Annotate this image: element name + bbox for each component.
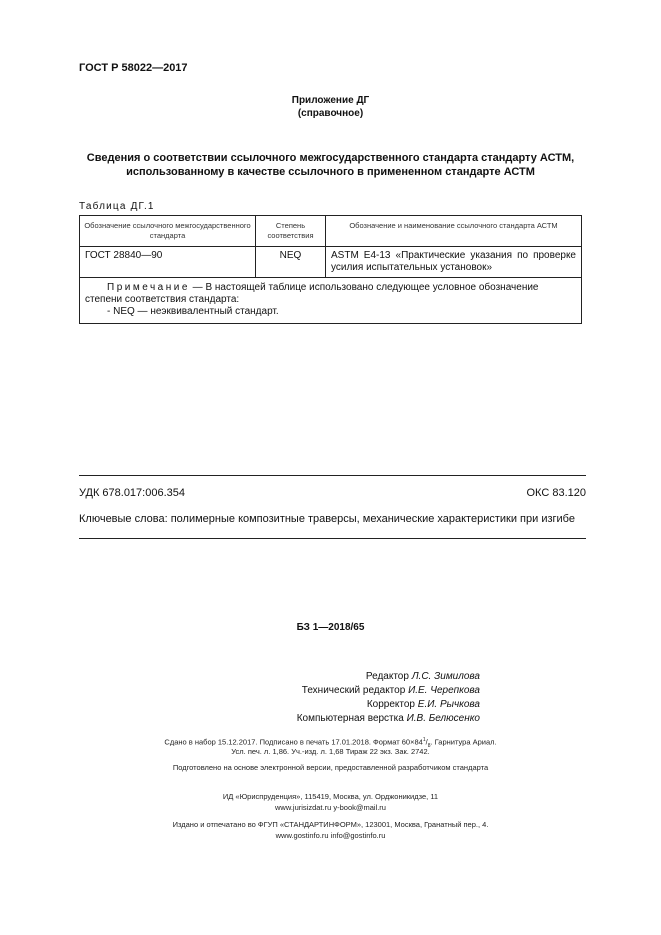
header-cell: Обозначение и наименование ссылочного стандарта АСТМ [326, 216, 582, 247]
credit-corrector: Корректор Е.И. Рычкова [366, 699, 480, 710]
publisher-2: Издано и отпечатано во ФГУП «СТАНДАРТИНФОРМ», 123001, Москва, Гранатный пер., 4. [172, 820, 489, 829]
document-code: ГОСТ Р 58022—2017 [79, 62, 188, 74]
divider-top [79, 475, 586, 476]
publisher-1-web: www.jurisizdat.ru y-book@mail.ru [275, 803, 386, 812]
print-info-1: Сдано в набор 15.12.2017. Подписано в печать 17.01.2018. Формат $60\times 84^1/_8$. Гарнитура Ариал. [164, 737, 497, 749]
credit-editor: Редактор Л.С. Зимилова [365, 671, 480, 682]
annex-type: (справочное) [297, 108, 364, 119]
table-note-row [80, 278, 582, 324]
note-lead: Примечание [107, 282, 190, 293]
annex-title: Приложение ДГ [291, 95, 370, 106]
publisher-1: ИД «Юриспруденция», 115419, Москва, ул. Орджоникидзе, 11 [222, 792, 439, 801]
oks-code: ОКС 83.120 [526, 487, 586, 499]
table-row [80, 247, 582, 278]
divider-bottom [79, 538, 586, 539]
keywords: Ключевые слова: полимерные композитные траверсы, механические характеристики при изгибе [79, 513, 575, 525]
table-cell-standard: ГОСТ 28840—90 [80, 247, 256, 278]
table-note [80, 278, 582, 324]
heading-line-2: использованному в качестве ссылочного в примененном стандарте АСТМ [126, 166, 535, 178]
table-header-row [80, 216, 582, 247]
table-cell-reference: ASTM E4-13 «Практические указания по проверке усилия испытательных установок» [326, 247, 582, 278]
credits-block [180, 670, 480, 726]
header-cell: Степень соответствия [256, 216, 326, 247]
bz-number: БЗ 1—2018/65 [296, 622, 365, 633]
udc-code: УДК 678.017:006.354 [79, 487, 185, 499]
prepared-note: Подготовлено на основе электронной версии, предоставленной разработчиком стандарта [172, 763, 489, 772]
credit-tech-editor: Технический редактор И.Е. Черепкова [301, 685, 480, 696]
note-item: - NEQ — неэквивалентный стандарт. [107, 306, 279, 317]
heading-line-1: Сведения о соответствии ссылочного межгосударственного стандарта стандарту АСТМ, [86, 152, 575, 164]
credit-layout: Компьютерная верстка И.В. Белюсенко [296, 713, 480, 724]
table-caption: Таблица ДГ.1 [79, 201, 155, 212]
correspondence-table [79, 215, 582, 324]
section-heading [60, 151, 601, 179]
note-text: — В настоящей таблице использовано следующее условное обозначение степени соответствия стандарта: [85, 282, 539, 305]
print-info-2: Усл. печ. л. 1,86. Уч.-изд. л. 1,68 Тираж 22 экз. Зак. 2742. [231, 747, 430, 756]
annex-title-block [0, 94, 661, 120]
header-cell: Обозначение ссылочного межгосударственного стандарта [80, 216, 256, 247]
table-cell-degree: NEQ [256, 247, 326, 278]
publisher-2-web: www.gostinfo.ru info@gostinfo.ru [275, 831, 386, 840]
